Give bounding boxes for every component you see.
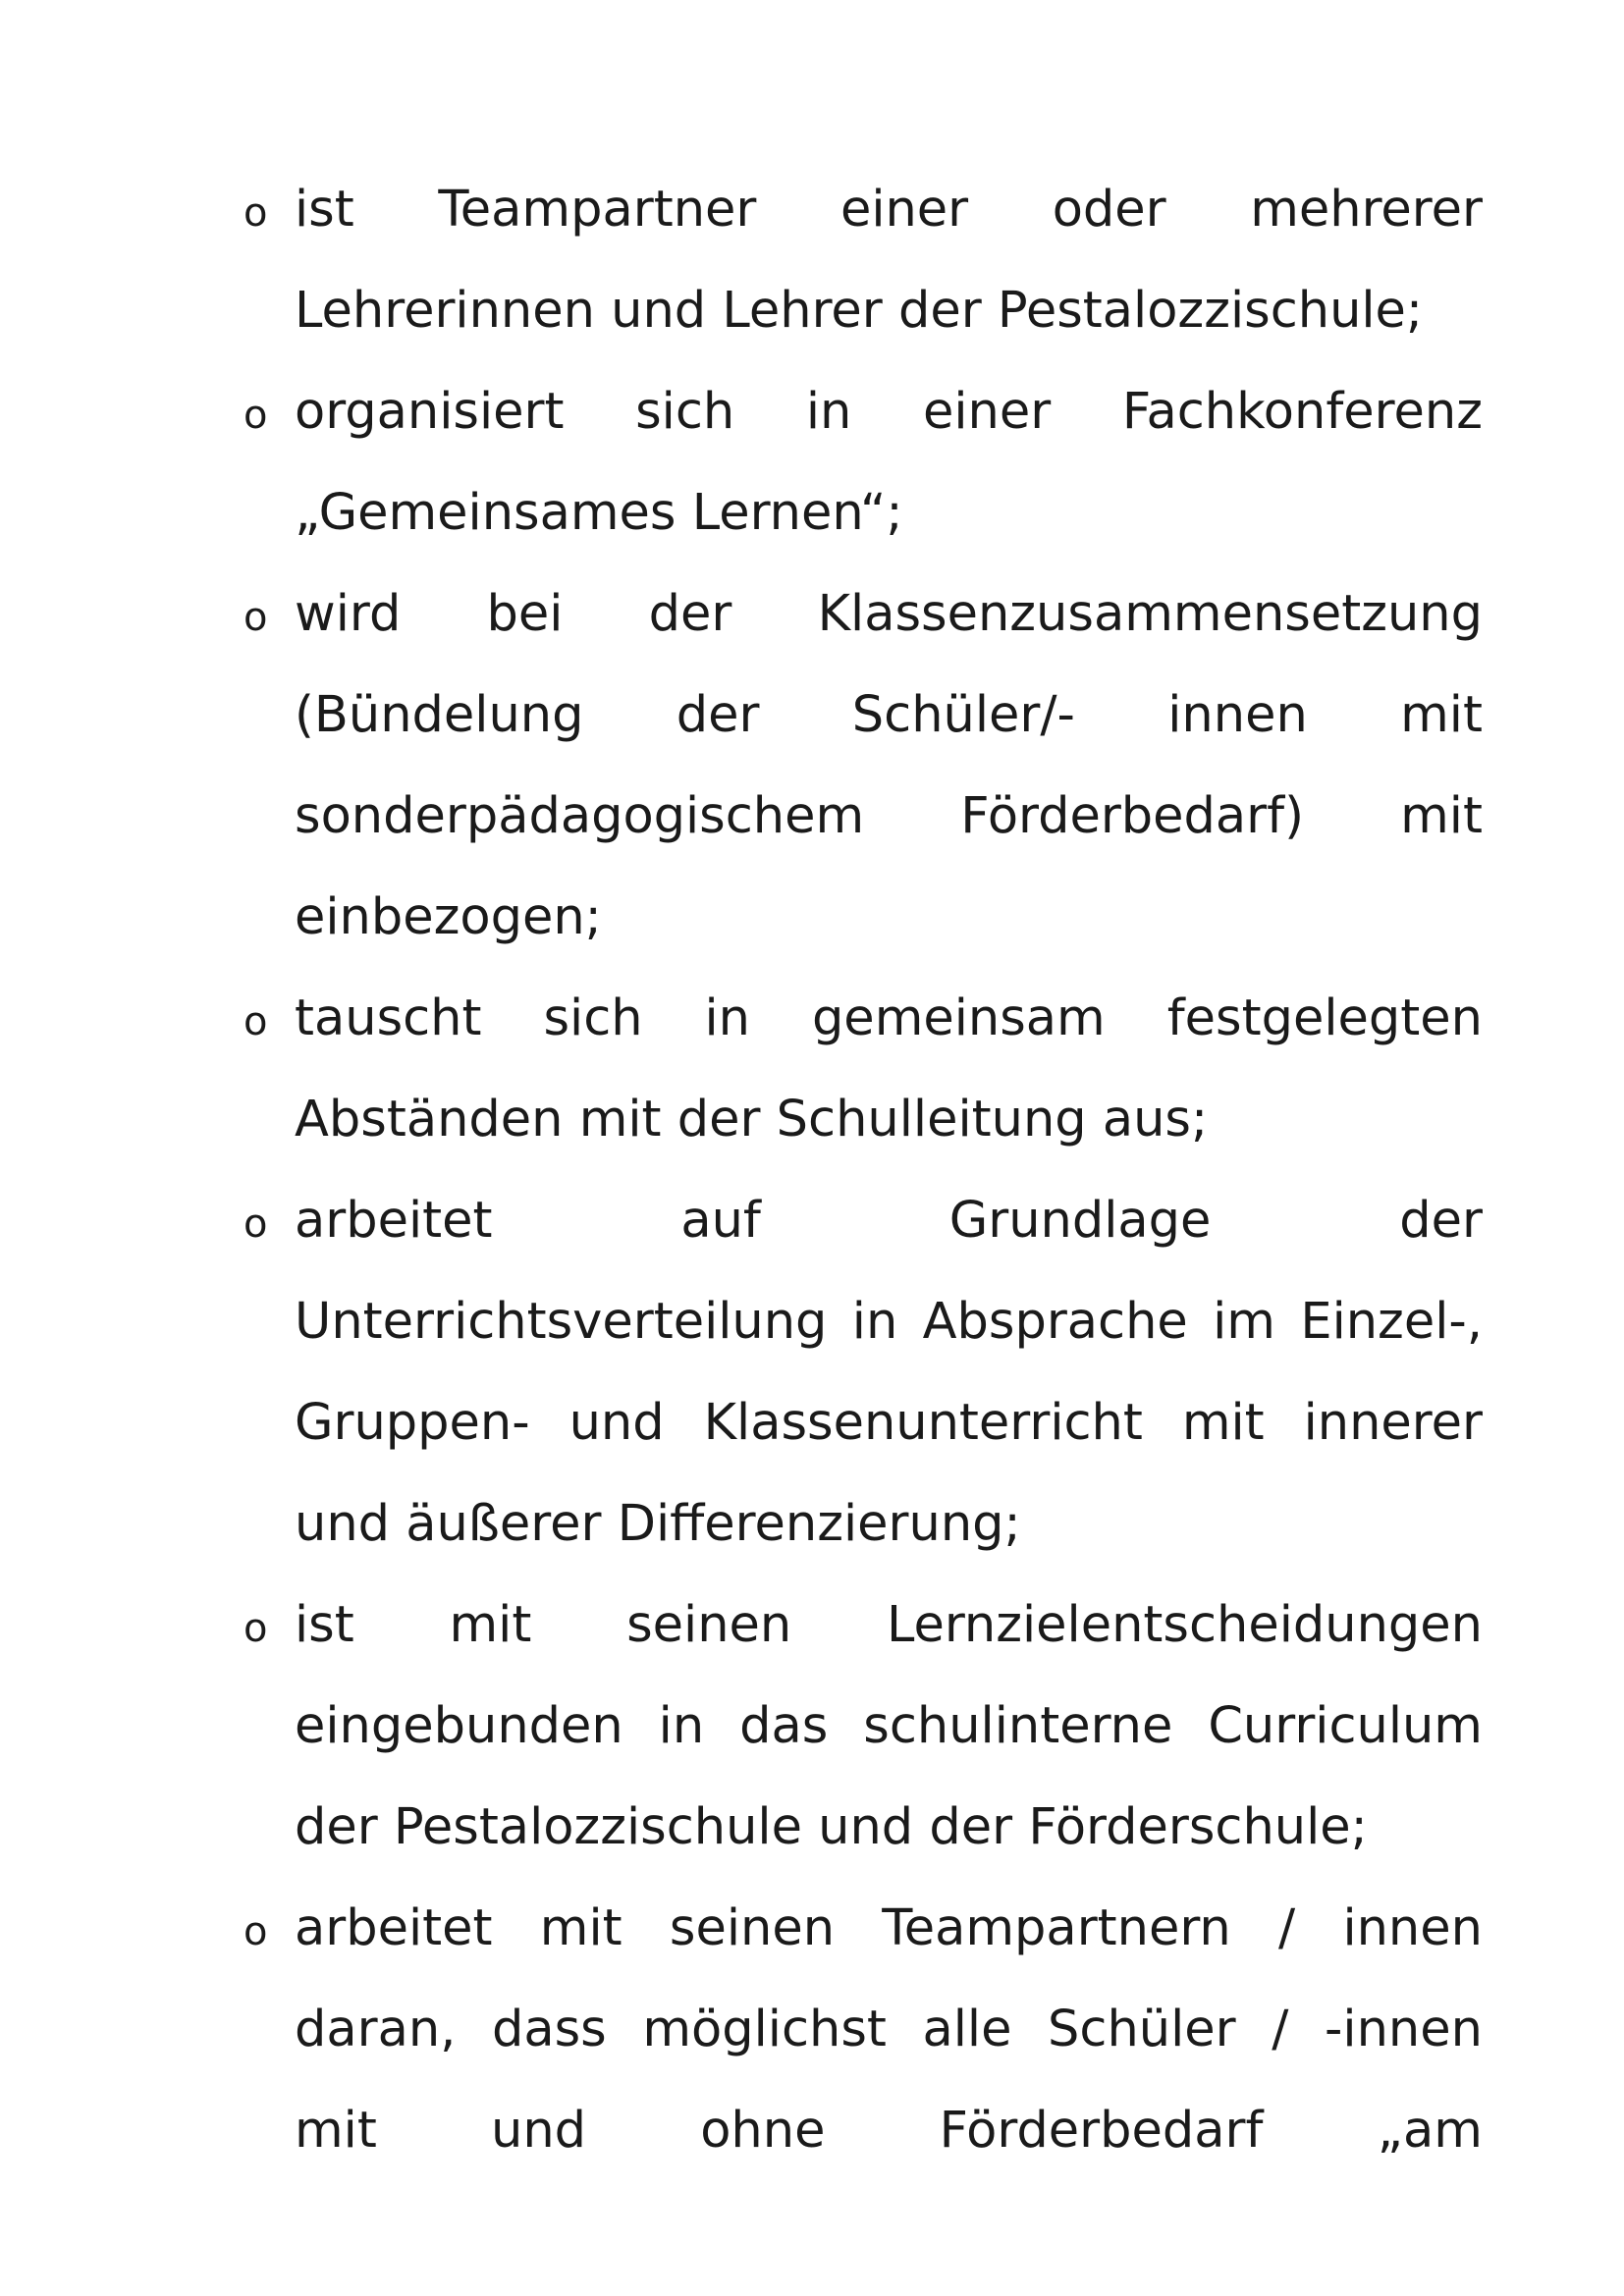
text-line: organisiert sich in einer Fachkonferenz [295,383,1483,441]
text-line: eingebunden in das schulinterne Curriculum [295,1697,1483,1755]
text-line: der Pestalozzischule und der Förderschule; [295,1798,1368,1856]
bullet-marker: o [244,1606,268,1651]
list-item [244,968,1483,1170]
bullet-marker: o [244,190,268,236]
list-item [244,1170,1483,1575]
text-line: Unterrichtsverteilung in Absprache im Einzel-, [295,1293,1483,1351]
text-line: tauscht sich in gemeinsam festgelegten [295,989,1483,1047]
text-line: mit und ohne Förderbedarf „am [295,2102,1483,2160]
bullet-marker: o [244,595,268,640]
text-line: einbezogen; [295,888,602,946]
bullet-marker: o [244,1909,268,1954]
list-item [244,563,1483,968]
bullet-marker: o [244,393,268,438]
bullet-marker: o [244,999,268,1044]
text-line: (Bündelung der Schüler/- innen mit [295,686,1483,744]
list-item [244,1878,1483,2181]
text-line: Abständen mit der Schulleitung aus; [295,1091,1209,1148]
text-line: Gruppen- und Klassenunterricht mit innerer [295,1394,1483,1452]
text-line: und äußerer Differenzierung; [295,1495,1021,1553]
text-line: „Gemeinsames Lernen“; [295,484,903,542]
bullet-list [244,159,1483,2181]
list-item [244,1575,1483,1878]
text-line: arbeitet mit seinen Teampartnern / innen [295,1899,1483,1957]
text-line: ist mit seinen Lernzielentscheidungen [295,1596,1483,1654]
list-item [244,361,1483,563]
text-line: daran, dass möglichst alle Schüler / -innen [295,2001,1483,2058]
text-line: sonderpädagogischem Förderbedarf) mit [295,787,1483,845]
text-line: wird bei der Klassenzusammensetzung [295,585,1483,643]
text-line: ist Teampartner einer oder mehrerer [295,181,1483,239]
text-line: Lehrerinnen und Lehrer der Pestalozzischule; [295,282,1424,340]
bullet-marker: o [244,1201,268,1247]
list-item [244,159,1483,361]
text-line: arbeitet auf Grundlage der [295,1192,1483,1250]
